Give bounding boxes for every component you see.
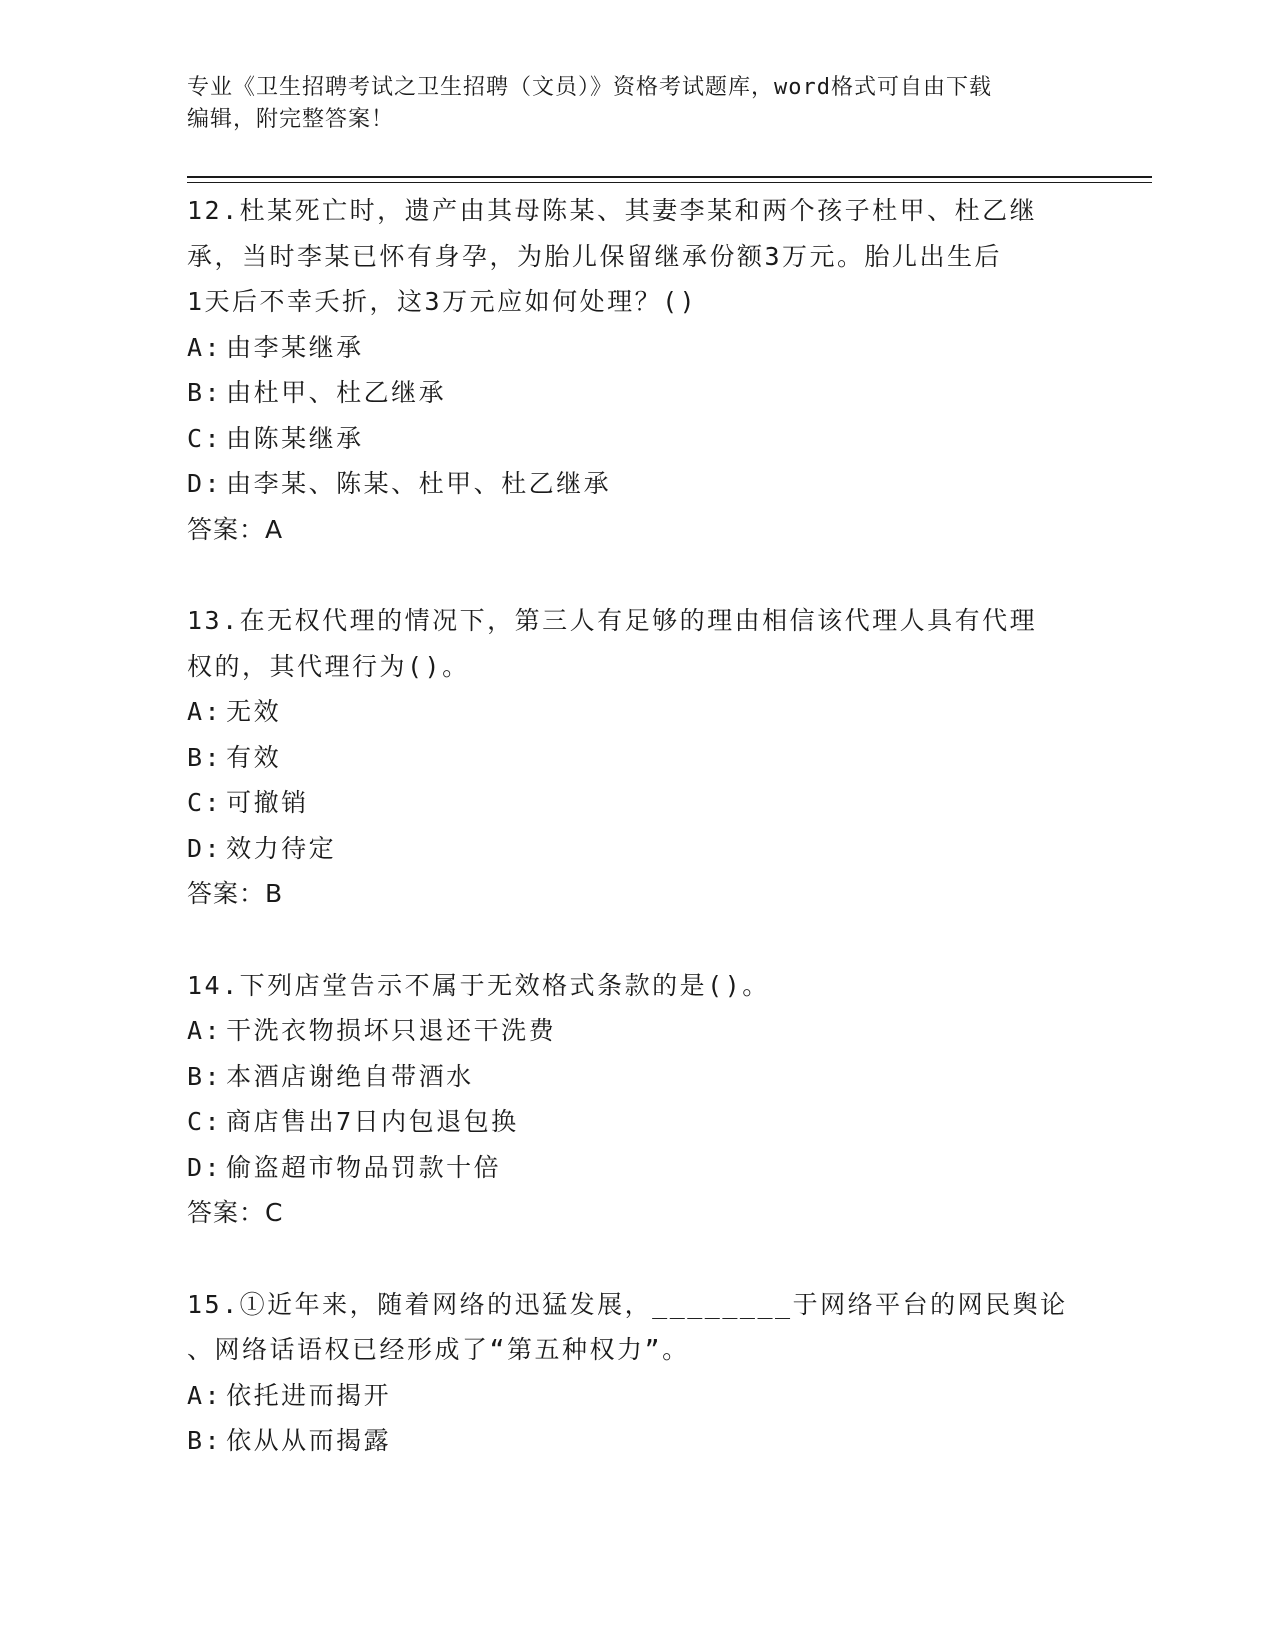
option-letter: B: xyxy=(187,378,223,407)
option-letter: D: xyxy=(187,469,223,498)
question-text-line: 、网络话语权已经形成了“第五种权力”。 xyxy=(187,1335,690,1364)
option-letter: A: xyxy=(187,1380,223,1410)
option-c xyxy=(187,780,1087,826)
question-list xyxy=(187,188,1087,1464)
option-letter: A: xyxy=(187,332,223,362)
option-a xyxy=(187,1373,1087,1419)
option-letter: A: xyxy=(187,1016,223,1045)
question-spacer xyxy=(187,552,1087,598)
question-14 xyxy=(187,963,1087,1236)
question-spacer xyxy=(187,1236,1087,1282)
option-letter: C: xyxy=(187,1107,223,1136)
option-text: 由杜甲、杜乙继承 xyxy=(226,378,447,407)
option-d xyxy=(187,461,1087,507)
option-text: 依从从而揭露 xyxy=(226,1426,392,1455)
option-letter: C: xyxy=(187,788,223,817)
option-text: 偷盗超市物品罚款十倍 xyxy=(226,1152,502,1182)
option-a xyxy=(187,325,1087,371)
option-text: 由李某、陈某、杜甲、杜乙继承 xyxy=(226,469,612,498)
option-b xyxy=(187,1054,1087,1100)
question-text-line: 承，当时李某已怀有身孕，为胎儿保留继承份额3万元。胎儿出生后 xyxy=(187,241,1003,271)
question-13 xyxy=(187,598,1087,917)
question-text-line: 12.杜某死亡时，遗产由其母陈某、其妻李某和两个孩子杜甲、杜乙继 xyxy=(187,196,1038,225)
option-letter: D: xyxy=(187,833,223,863)
option-b xyxy=(187,735,1087,781)
question-text-line: 权的，其代理行为()。 xyxy=(187,651,470,681)
header-line-2: 编辑，附完整答案！ xyxy=(187,107,395,132)
question-15 xyxy=(187,1282,1087,1464)
option-text: 由陈某继承 xyxy=(226,423,364,453)
option-text: 可撤销 xyxy=(226,788,309,817)
option-text: 无效 xyxy=(226,697,282,726)
option-letter: A: xyxy=(187,697,223,726)
question-text-line: 1天后不幸夭折，这3万元应如何处理？() xyxy=(187,287,698,316)
answer-label: 答案：C xyxy=(187,1198,284,1227)
question-text-line: 13.在无权代理的情况下，第三人有足够的理由相信该代理人具有代理 xyxy=(187,606,1038,635)
option-text: 依托进而揭开 xyxy=(226,1380,392,1410)
option-text: 效力待定 xyxy=(226,833,337,863)
option-text: 商店售出7日内包退包换 xyxy=(226,1107,519,1136)
question-text-line: 15.①近年来，随着网络的迅猛发展，________于网络平台的网民舆论 xyxy=(187,1289,1068,1319)
header-rule-thin xyxy=(187,182,1152,183)
option-letter: B: xyxy=(187,1061,223,1091)
answer-label: 答案：A xyxy=(187,514,284,544)
document-header xyxy=(187,72,1077,136)
option-d xyxy=(187,1145,1087,1191)
option-letter: D: xyxy=(187,1152,223,1182)
option-b xyxy=(187,370,1087,416)
option-text: 干洗衣物损坏只退还干洗费 xyxy=(226,1016,557,1045)
option-d xyxy=(187,826,1087,872)
question-spacer xyxy=(187,917,1087,963)
option-a xyxy=(187,689,1087,735)
header-rule-thick xyxy=(187,176,1152,178)
option-letter: B: xyxy=(187,742,223,772)
option-c xyxy=(187,1099,1087,1145)
header-line-1: 专业《卫生招聘考试之卫生招聘（文员）》资格考试题库，word格式可自由下载 xyxy=(187,75,992,100)
option-a xyxy=(187,1008,1087,1054)
option-b xyxy=(187,1418,1087,1464)
option-c xyxy=(187,416,1087,462)
option-text: 有效 xyxy=(226,742,282,772)
answer-label: 答案：B xyxy=(187,879,284,908)
option-text: 本酒店谢绝自带酒水 xyxy=(226,1061,474,1091)
option-letter: B: xyxy=(187,1426,223,1455)
question-12 xyxy=(187,188,1087,552)
option-letter: C: xyxy=(187,423,223,453)
option-text: 由李某继承 xyxy=(226,332,364,362)
question-text-line: 14.下列店堂告示不属于无效格式条款的是()。 xyxy=(187,970,770,1000)
